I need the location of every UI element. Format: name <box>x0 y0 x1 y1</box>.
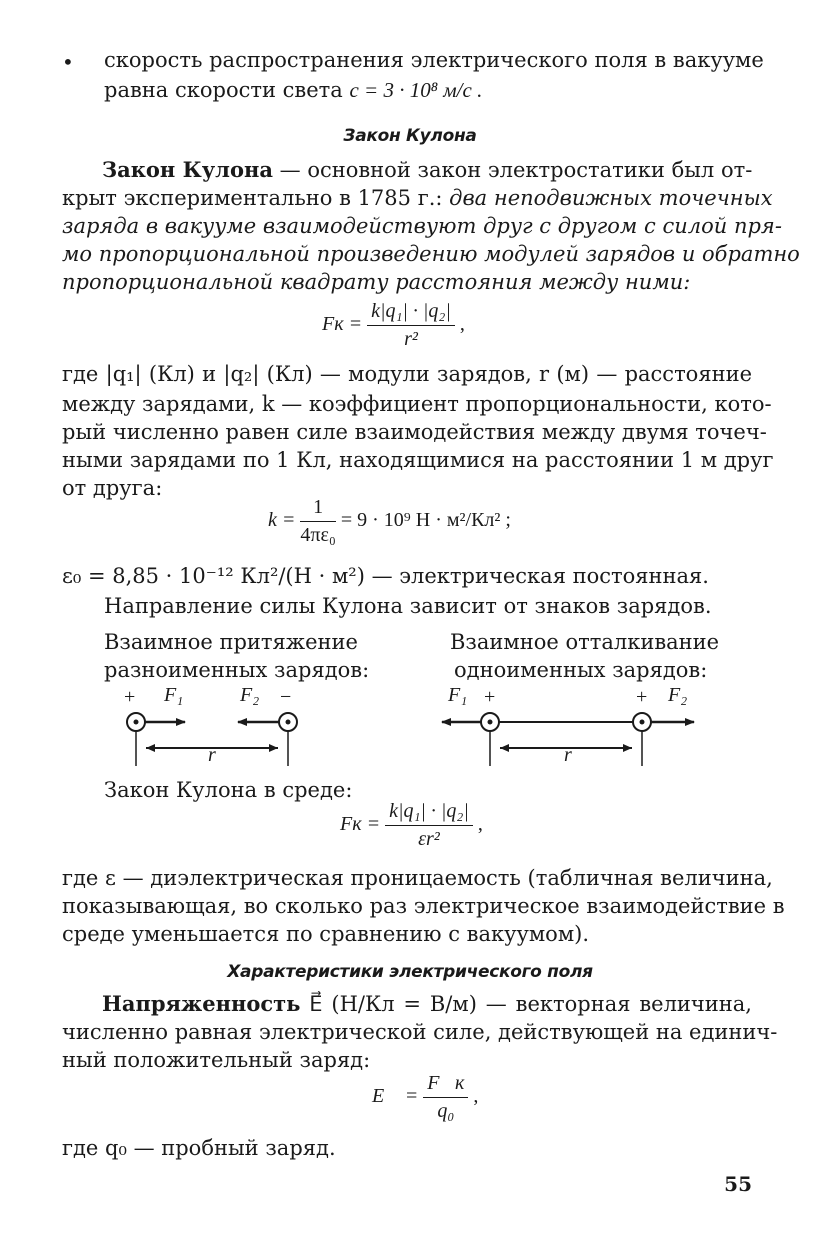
left-minus-sign: − <box>280 686 292 708</box>
direction-line: Направление силы Кулона зависит от знаков зарядов. <box>104 594 712 618</box>
left-plus-sign: + <box>124 686 136 708</box>
intensity-term: Напряженность <box>102 991 301 1016</box>
intensity-formula-comma: , <box>473 1085 479 1108</box>
left-force-1-label: F₁ <box>164 684 184 706</box>
attraction-caption-2: разноименных зарядов: <box>104 658 370 682</box>
field-line-3: ный положительный заряд: <box>62 1048 371 1072</box>
bullet-line-2-text: равна скорости света <box>104 78 343 102</box>
speed-of-light-formula: c = 3 · 10⁸ м/с . <box>349 78 483 102</box>
coulomb-formula-denominator: r² <box>404 328 418 350</box>
bullet-line-2 <box>104 76 752 104</box>
probe-charge-line: где q₀ — пробный заряд. <box>62 1136 336 1160</box>
right-force-2-label: F₂ <box>668 684 688 706</box>
medium-where-line-2: показывающая, во сколько раз электрическое взаимодействие в <box>62 894 785 918</box>
field-line-1 <box>62 990 752 1018</box>
medium-formula-lhs: Fк = <box>340 813 381 836</box>
repulsion-caption-2: одноименных зарядов: <box>454 658 708 682</box>
coulomb-intro-2-plain: крыт экспериментально в 1785 г.: <box>62 186 443 210</box>
k-formula-rhs: = 9 · 10⁹ Н · м²/Кл² ; <box>340 509 511 532</box>
bullet-marker: • <box>62 50 74 74</box>
right-plus-sign-1: + <box>484 686 496 708</box>
coulomb-intro-2-italic: два неподвижных точечных <box>449 186 773 210</box>
k-constant-formula <box>268 496 511 547</box>
where-line-3: рый численно равен силе взаимодействия между двумя точеч- <box>62 420 767 444</box>
left-force-2-label: F₂ <box>240 684 260 706</box>
attraction-caption-1: Взаимное притяжение <box>104 630 358 654</box>
medium-where-line-1: где ε — диэлектрическая проницаемость (табличная величина, <box>62 866 773 890</box>
page-number: 55 <box>724 1172 752 1196</box>
k-formula-numerator: 1 <box>300 496 335 522</box>
intensity-formula-lhs: E⃗ = <box>372 1085 419 1108</box>
left-distance-label: r <box>208 744 216 766</box>
coulomb-formula <box>322 300 465 351</box>
section-heading-coulomb: Закон Кулона <box>343 126 477 146</box>
where-line-4: ными зарядами по 1 Кл, находящимися на расстоянии 1 м друг <box>62 448 774 472</box>
medium-formula-numerator: k|q₁| · |q₂| <box>385 800 473 826</box>
coulomb-diagrams <box>0 700 820 770</box>
intensity-formula-fraction <box>423 1072 468 1123</box>
coulomb-formula-comma: , <box>459 313 465 336</box>
right-plus-sign-2: + <box>636 686 648 708</box>
coulomb-intro-rest: — основной закон электростатики был от- <box>279 158 753 182</box>
repulsion-diagram <box>442 713 694 766</box>
epsilon-line: ε₀ = 8,85 · 10⁻¹² Кл²/(Н · м²) — электрическая постоянная. <box>62 564 709 588</box>
coulomb-intro-line-4: мо пропорциональной произведению модулей зарядов и обратно <box>62 242 800 266</box>
field-line-2: численно равная электрической силе, действующей на единич- <box>62 1020 778 1044</box>
attraction-diagram <box>127 713 297 766</box>
medium-formula-fraction <box>385 800 473 851</box>
coulomb-intro-line-1 <box>62 156 752 184</box>
coulomb-intro-line-5: пропорциональной квадрату расстояния между ними: <box>62 270 691 294</box>
coulomb-intro-line-2 <box>62 184 773 212</box>
right-distance-label: r <box>564 744 572 766</box>
medium-formula-denominator: εr² <box>418 828 440 850</box>
bullet-line-1: скорость распространения электрического поля в вакууме <box>104 48 764 72</box>
where-line-1: где |q₁| (Кл) и |q₂| (Кл) — модули зарядов, r (м) — расстояние <box>62 362 752 386</box>
where-line-5: от друга: <box>62 476 163 500</box>
coulomb-intro-line-3: заряда в вакууме взаимодействуют друг с другом с силой пря- <box>62 214 782 238</box>
k-formula-lhs: k = <box>268 509 296 532</box>
medium-where-line-3: среде уменьшается по сравнению с вакуумом). <box>62 922 590 946</box>
medium-formula <box>340 800 483 851</box>
section-heading-field: Характеристики электрического поля <box>227 962 593 982</box>
medium-title: Закон Кулона в среде: <box>104 778 353 802</box>
coulomb-formula-lhs: Fк = <box>322 313 363 336</box>
intensity-formula <box>372 1072 478 1123</box>
coulomb-formula-numerator: k|q₁| · |q₂| <box>367 300 455 326</box>
coulomb-formula-fraction <box>367 300 455 351</box>
repulsion-caption-1: Взаимное отталкивание <box>450 630 720 654</box>
field-line-1-rest: E⃗ (Н/Кл = В/м) — векторная величина, <box>309 992 752 1016</box>
k-formula-fraction <box>300 496 335 547</box>
right-force-1-label: F₁ <box>448 684 468 706</box>
where-line-2: между зарядами, k — коэффициент пропорциональности, кото- <box>62 392 772 416</box>
coulomb-term: Закон Кулона <box>102 157 273 182</box>
k-formula-denominator: 4πε₀ <box>300 524 336 546</box>
intensity-formula-numerator: F⃗к <box>423 1072 468 1098</box>
medium-formula-comma: , <box>477 813 483 836</box>
intensity-formula-denominator: q₀ <box>437 1100 455 1122</box>
